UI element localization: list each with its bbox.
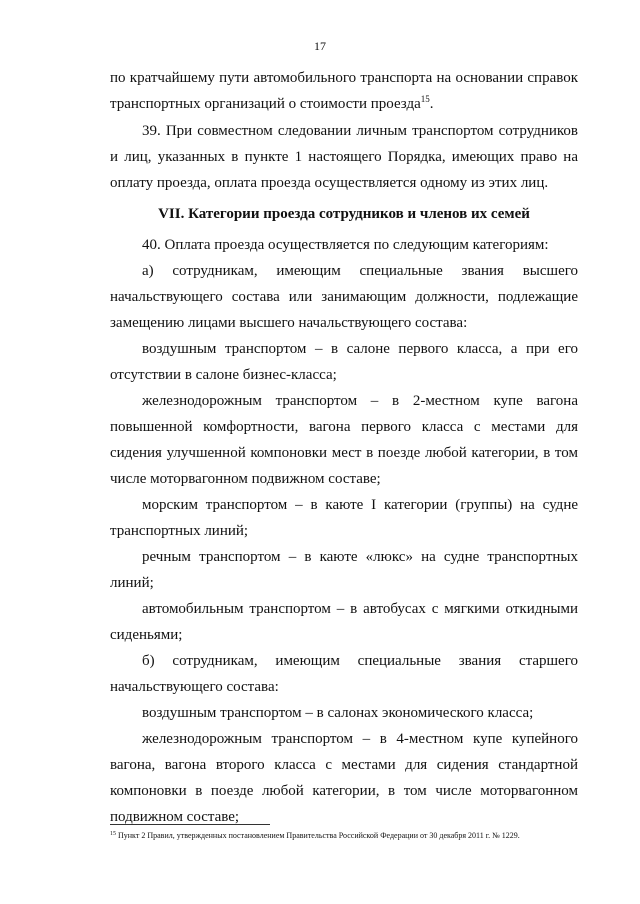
text-line: сидения улучшенной компоновки мест в поезде любой категории, в том	[110, 445, 578, 461]
footnote-marker: 15	[110, 831, 116, 837]
text-line: начальствующего состава:	[110, 679, 279, 695]
text-line: транспортных линий;	[110, 523, 249, 539]
text-line-end: .	[429, 96, 434, 112]
text-line: замещению лицами высшего начальствующего состава:	[110, 315, 468, 331]
text-line: числе моторвагонном подвижном составе;	[110, 471, 381, 487]
text-line: оплату проезда, оплата проезда осуществляется одному из этих лиц.	[110, 175, 549, 191]
page-number: 17	[314, 39, 326, 53]
footnote-reference: 15	[420, 94, 430, 104]
text-line: б) сотрудникам, имеющим специальные звания старшего	[142, 653, 578, 669]
text-line: а) сотрудникам, имеющим специальные звания высшего	[142, 263, 578, 279]
text-line: линий;	[110, 575, 154, 591]
text-line: речным транспортом – в каюте «люкс» на судне транспортных	[142, 549, 578, 565]
text-line: подвижном составе;	[110, 809, 240, 825]
text-line: отсутствии в салоне бизнес-класса;	[110, 367, 337, 383]
text-line: 40. Оплата проезда осуществляется по следующим категориям:	[142, 237, 549, 253]
text-line: воздушным транспортом – в салоне первого класса, а при его	[142, 341, 578, 357]
text-line: 39. При совместном следовании личным транспортом сотрудников	[142, 123, 578, 139]
section-heading: VII. Категории проезда сотрудников и членов их семей	[158, 206, 530, 222]
text-line: вагона, вагона второго класса с местами для сидения стандартной	[110, 757, 578, 773]
text-line: воздушным транспортом – в салонах экономического класса;	[142, 705, 534, 721]
text-line: сиденьями;	[110, 627, 183, 643]
text-line	[110, 95, 578, 113]
text-line: автомобильным транспортом – в автобусах с мягкими откидными	[142, 601, 578, 617]
text-line: и лиц, указанных в пункте 1 настоящего Порядка, имеющих право на	[110, 149, 578, 165]
footnote	[110, 831, 578, 841]
footnote-text: Пункт 2 Правил, утвержденных постановлением Правительства Российской Федерации от 30 декабря 2011 г. № 1229.	[118, 831, 520, 840]
text-line: повышенной комфортности, вагона первого класса с местами для	[110, 419, 578, 435]
text-line: железнодорожным транспортом – в 2-местном купе вагона	[142, 393, 578, 409]
text-line: морским транспортом – в каюте I категории (группы) на судне	[142, 497, 578, 513]
text-line: компоновки в поезде любой категории, в том числе моторвагонном	[110, 783, 578, 799]
text-line: по кратчайшему пути автомобильного транспорта на основании справок	[110, 70, 578, 86]
text-line: железнодорожным транспортом – в 4-местном купе купейного	[142, 731, 578, 747]
text-line: начальствующего состава или занимающим должности, подлежащие	[110, 289, 578, 305]
text-line-content: транспортных организаций о стоимости проезда	[110, 96, 421, 112]
footnote-separator	[110, 824, 270, 825]
